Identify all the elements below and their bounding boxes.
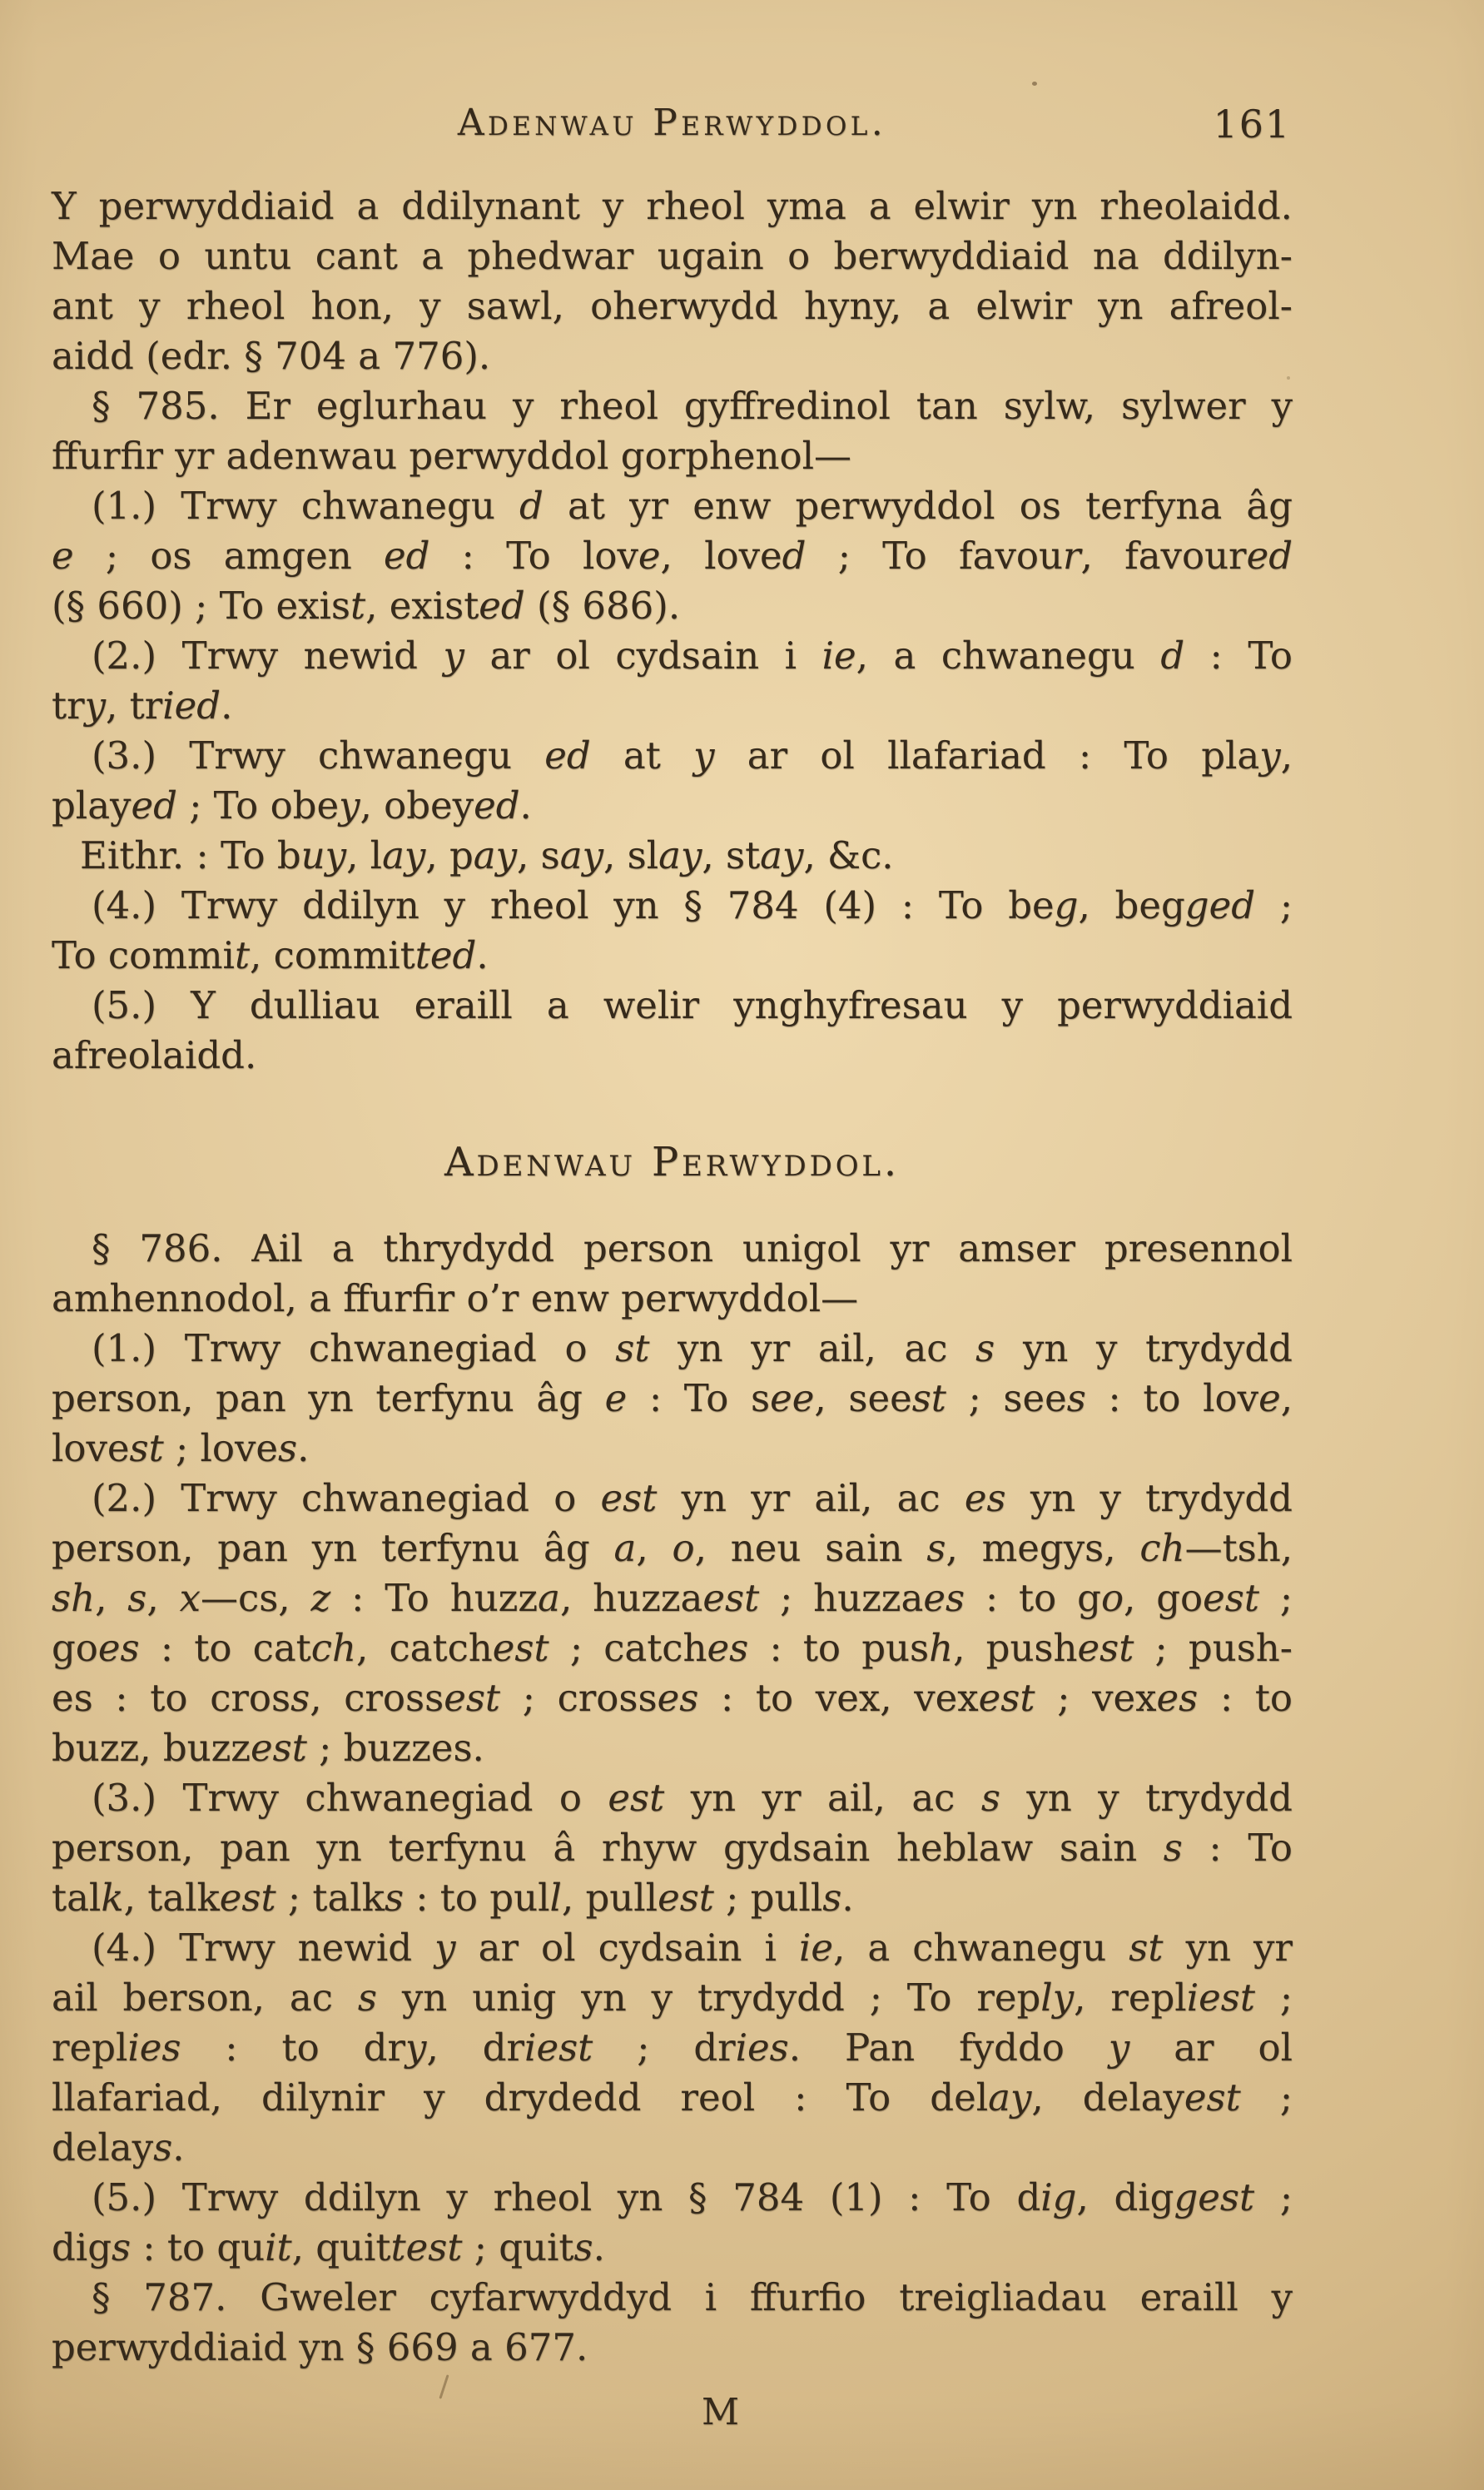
running-head-title: Adenwau Perwyddol.: [457, 102, 887, 144]
sec786-line-7: person, pan yn terfynu âg a, o, neu sain s, megys, ch—tsh,: [52, 1526, 1293, 1570]
sec785-line-1: Y perwyddiaid a ddilynant y rheol yma a elwir yn rheolaidd.: [52, 184, 1293, 228]
sec785-line-4: aidd (edr. § 704 a 776).: [52, 334, 491, 378]
sec786-line-10: es : to cross, crossest ; crosses : to vex, vexest ; vexes : to: [52, 1676, 1293, 1720]
sec785-line-2: Mae o untu cant a phedwar ugain o berwyddiaid na ddilyn-: [52, 234, 1293, 278]
sec786-line-11: buzz, buzzest ; buzzes.: [52, 1726, 484, 1770]
sec785-line-10: (2.) Trwy newid y ar ol cydsain i ie, a chwanegu d : To: [92, 634, 1293, 678]
text-block: [52, 181, 1293, 2438]
sec786-line-9: goes : to catch, catchest ; catches : to push, pushest ; push-: [52, 1626, 1293, 1670]
sec785-line-5: § 785. Er eglurhau y rheol gyffredinol tan sylw, sylwer y: [92, 384, 1293, 428]
sec786-line-13: person, pan yn terfynu â rhyw gydsain heblaw sain s : To: [52, 1826, 1293, 1870]
sec785-line-3: ant y rheol hon, y sawl, oherwydd hyny, a elwir yn afreol-: [52, 284, 1293, 328]
sec785-line-17: (5.) Y dulliau eraill a welir ynghyfresau y perwyddiaid: [92, 983, 1293, 1027]
sec786-line-3: (1.) Trwy chwanegiad o st yn yr ail, ac s yn y trydydd: [92, 1326, 1293, 1370]
sec786-line-6: (2.) Trwy chwanegiad o est yn yr ail, ac es yn y trydydd: [92, 1476, 1293, 1520]
section-785: [52, 181, 1293, 1081]
sec785-line-6: ffurfir yr adenwau perwyddol gorphenol—: [52, 434, 851, 478]
ink-speck: [1032, 82, 1037, 86]
sec786-line-20: (5.) Trwy ddilyn y rheol yn § 784 (1) : To dig, diggest ;: [92, 2175, 1293, 2219]
sec786-line-14: talk, talkest ; talks : to pull, pullest ; pulls.: [52, 1876, 854, 1920]
page-header: [52, 102, 1293, 160]
sec786-line-17: replies : to dry, driest ; dries. Pan fyddo y ar ol: [52, 2025, 1293, 2070]
sec786-line-19: delays.: [52, 2125, 185, 2169]
sec785-line-16: To commit, committed.: [52, 933, 489, 977]
sec785-line-8: e ; os amgen ed : To love, loved ; To favour, favoured: [52, 534, 1293, 578]
ink-speck: [1287, 376, 1290, 380]
sec786-line-21: digs : to quit, quittest ; quits.: [52, 2225, 605, 2269]
sec786-line-4: person, pan yn terfynu âg e : To see, seest ; sees : to love,: [52, 1376, 1293, 1420]
sec786-line-18: llafariad, dilynir y drydedd reol : To delay, delayest ;: [52, 2075, 1293, 2120]
sec786-line-2: amhennodol, a ffurfir o’r enw perwyddol—: [52, 1276, 859, 1320]
page-number: 161: [1213, 102, 1291, 147]
sec785-line-11: try, tried.: [52, 683, 233, 728]
sec786-line-5: lovest ; loves.: [52, 1426, 310, 1470]
sec785-line-12: (3.) Trwy chwanegu ed at y ar ol llafariad : To play,: [92, 733, 1293, 778]
sec786-line-16: ail berson, ac s yn unig yn y trydydd ; To reply, repliest ;: [52, 1976, 1293, 2020]
section-786: [52, 1224, 1293, 2373]
sec786-line-23: perwyddiaid yn § 669 a 677.: [52, 2325, 588, 2369]
sec786-line-22: § 787. Gweler cyfarwyddyd i ffurfio treigliadau eraill y: [92, 2275, 1293, 2319]
sec786-line-12: (3.) Trwy chwanegiad o est yn yr ail, ac s yn y trydydd: [92, 1776, 1293, 1820]
sec785-line-9: (§ 660) ; To exist, existed (§ 686).: [52, 584, 681, 628]
sec785-line-18: afreolaidd.: [52, 1033, 257, 1077]
sec785-line-13: played ; To obey, obeyed.: [52, 783, 532, 828]
section-heading: Adenwau Perwyddol.: [444, 1139, 900, 1185]
sec785-line-15: (4.) Trwy ddilyn y rheol yn § 784 (4) : To beg, begged ;: [92, 883, 1293, 927]
sec786-line-8: sh, s, x—cs, z : To huzza, huzzaest ; huzzaes : to go, goest ;: [52, 1576, 1293, 1620]
signature-mark: M: [701, 2391, 740, 2433]
sec785-line-14: Eithr. : To buy, lay, pay, say, slay, stay, &c.: [80, 833, 894, 877]
sec786-line-15: (4.) Trwy newid y ar ol cydsain i ie, a chwanegu st yn yr: [92, 1926, 1293, 1970]
sec786-line-1: § 786. Ail a thrydydd person unigol yr amser presennol: [92, 1226, 1293, 1270]
sec785-line-7: (1.) Trwy chwanegu d at yr enw perwyddol os terfyna âg: [92, 484, 1293, 528]
